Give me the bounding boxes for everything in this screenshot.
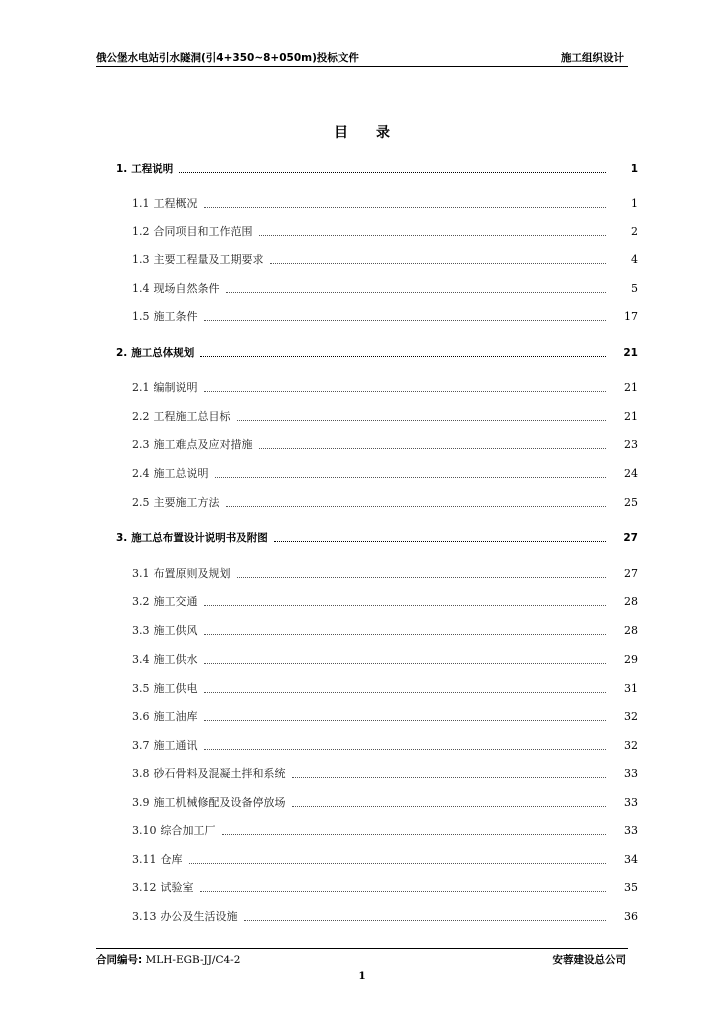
dot-leader xyxy=(200,356,606,357)
dot-leader xyxy=(259,448,607,449)
toc-entry-text: 施工供水 xyxy=(153,653,198,666)
toc-entry-page: 27 xyxy=(623,532,638,544)
toc-entry-number: 1.4 xyxy=(132,282,150,295)
toc-entry-number: 3.7 xyxy=(132,739,150,752)
toc-entry-number: 2.3 xyxy=(132,438,150,451)
toc-entry-number: 3.4 xyxy=(132,653,150,666)
toc-entry-text: 仓库 xyxy=(160,853,183,866)
toc-entry-text: 主要工程量及工期要求 xyxy=(153,253,264,266)
dot-leader xyxy=(204,720,607,721)
dot-leader xyxy=(292,777,607,778)
dot-leader xyxy=(215,477,607,478)
toc-entry-page: 36 xyxy=(624,910,638,923)
toc-entry-page: 32 xyxy=(624,710,638,723)
toc-entry[interactable] xyxy=(132,408,610,424)
dot-leader xyxy=(189,863,607,864)
toc-entry-page: 33 xyxy=(624,796,638,809)
toc-entry-text: 合同项目和工作范围 xyxy=(153,225,253,238)
toc-entry-page: 33 xyxy=(624,767,638,780)
toc-entry-number: 1.3 xyxy=(132,253,150,266)
toc-entry[interactable] xyxy=(132,765,610,781)
toc-entry[interactable] xyxy=(116,344,610,360)
toc-entry[interactable] xyxy=(132,251,610,267)
toc-entry-number: 2. xyxy=(116,347,128,359)
toc-entry-number: 1.2 xyxy=(132,225,150,238)
toc-entry-text: 施工条件 xyxy=(153,310,198,323)
dot-leader xyxy=(204,207,607,208)
toc-entry-number: 3.13 xyxy=(132,910,157,923)
toc-entry-number: 3.1 xyxy=(132,567,150,580)
toc-entry-page: 35 xyxy=(624,881,638,894)
toc-entry-number: 2.5 xyxy=(132,496,150,509)
toc-entry-number: 3.2 xyxy=(132,595,150,608)
toc-entry[interactable] xyxy=(132,280,610,296)
toc-entry-text: 施工总体规划 xyxy=(131,347,195,359)
toc-entry-number: 3.5 xyxy=(132,682,150,695)
toc-entry[interactable] xyxy=(132,822,610,838)
toc-entry-text: 主要施工方法 xyxy=(153,496,220,509)
toc-entry[interactable] xyxy=(132,223,610,239)
toc-entry-page: 23 xyxy=(624,438,638,451)
toc-entry[interactable] xyxy=(132,593,610,609)
toc-entry-text: 砂石骨料及混凝土拌和系统 xyxy=(153,767,286,780)
toc-entry-text: 施工机械修配及设备停放场 xyxy=(153,796,286,809)
toc-entry-text: 施工通讯 xyxy=(153,739,198,752)
company-name: 安蓉建设总公司 xyxy=(552,954,626,966)
toc-entry[interactable] xyxy=(132,879,610,895)
dot-leader xyxy=(204,663,607,664)
toc-entry-text: 办公及生活设施 xyxy=(160,910,238,923)
dot-leader xyxy=(200,891,607,892)
contract-number xyxy=(96,952,240,967)
toc-entry-number: 3. xyxy=(116,532,128,544)
toc-entry-page: 27 xyxy=(624,567,638,580)
toc-entry-text: 试验室 xyxy=(160,881,194,894)
dot-leader xyxy=(226,292,607,293)
dot-leader xyxy=(292,806,607,807)
toc-entry-page: 31 xyxy=(624,682,638,695)
toc-entry[interactable] xyxy=(116,529,610,545)
section-title: 施工组织设计 xyxy=(561,52,624,64)
toc-entry[interactable] xyxy=(132,565,610,581)
toc-title-char-1: 目 xyxy=(334,125,348,141)
contract-number-label: 合同编号: xyxy=(96,954,143,966)
document-title: 俄公堡水电站引水隧洞(引4+350~8+050m)投标文件 xyxy=(96,52,359,64)
toc-entry-page: 4 xyxy=(631,253,638,266)
toc-entry-text: 施工交通 xyxy=(153,595,198,608)
dot-leader xyxy=(204,692,607,693)
toc-entry-page: 5 xyxy=(631,282,638,295)
toc-entry[interactable] xyxy=(132,465,610,481)
contract-number-value: MLH-EGB-JJ/C4-2 xyxy=(145,954,241,966)
toc-entry-text: 现场自然条件 xyxy=(153,282,220,295)
dot-leader xyxy=(204,634,607,635)
toc-entry-page: 29 xyxy=(624,653,638,666)
dot-leader xyxy=(226,506,607,507)
toc-entry[interactable] xyxy=(132,737,610,753)
toc-entry-number: 2.1 xyxy=(132,381,150,394)
toc-entry[interactable] xyxy=(132,851,610,867)
toc-entry[interactable] xyxy=(132,794,610,810)
toc-entry[interactable] xyxy=(132,708,610,724)
toc-entry-text: 布置原则及规划 xyxy=(153,567,231,580)
toc-title-char-2: 录 xyxy=(376,125,390,141)
toc-entry[interactable] xyxy=(132,680,610,696)
footer-rule xyxy=(96,948,628,949)
toc-entry-text: 综合加工厂 xyxy=(160,824,216,837)
toc-entry[interactable] xyxy=(132,379,610,395)
toc-entry[interactable] xyxy=(116,160,610,176)
toc-entry-text: 施工油库 xyxy=(153,710,198,723)
toc-entry-page: 1 xyxy=(631,197,638,210)
dot-leader xyxy=(204,605,607,606)
toc-entry-page: 33 xyxy=(624,824,638,837)
toc-entry-text: 施工供电 xyxy=(153,682,198,695)
toc-entry-number: 3.10 xyxy=(132,824,157,837)
toc-entry[interactable] xyxy=(132,494,610,510)
toc-entry-text: 工程概况 xyxy=(153,197,198,210)
toc-entry-number: 1. xyxy=(116,163,128,175)
toc-entry-text: 工程施工总目标 xyxy=(153,410,231,423)
toc-entry-page: 28 xyxy=(624,624,638,637)
toc-entry-page: 21 xyxy=(623,347,638,359)
toc-entry-number: 1.1 xyxy=(132,197,150,210)
dot-leader xyxy=(204,391,607,392)
toc-entry-text: 施工供风 xyxy=(153,624,198,637)
dot-leader xyxy=(179,172,606,173)
toc-entry-text: 施工总说明 xyxy=(153,467,209,480)
dot-leader xyxy=(204,320,607,321)
toc-entry-text: 工程说明 xyxy=(131,163,174,175)
toc-entry-page: 34 xyxy=(624,853,638,866)
toc-entry[interactable] xyxy=(132,195,610,211)
toc-entry[interactable] xyxy=(132,908,610,924)
dot-leader xyxy=(244,920,607,921)
toc-entry-page: 25 xyxy=(624,496,638,509)
dot-leader xyxy=(222,834,607,835)
toc-entry-number: 1.5 xyxy=(132,310,150,323)
toc-entry-page: 32 xyxy=(624,739,638,752)
toc-entry-page: 24 xyxy=(624,467,638,480)
toc-entry-page: 1 xyxy=(630,163,638,175)
dot-leader xyxy=(204,749,607,750)
toc-entry[interactable] xyxy=(132,651,610,667)
toc-entry-page: 2 xyxy=(631,225,638,238)
toc-entry-number: 3.11 xyxy=(132,853,157,866)
toc-entry[interactable] xyxy=(132,308,610,324)
dot-leader xyxy=(270,263,607,264)
toc-entry[interactable] xyxy=(132,622,610,638)
toc-entry-text: 施工难点及应对措施 xyxy=(153,438,253,451)
toc-entry-number: 3.3 xyxy=(132,624,150,637)
toc-entry[interactable] xyxy=(132,436,610,452)
dot-leader xyxy=(274,541,606,542)
dot-leader xyxy=(237,577,607,578)
toc-entry-text: 施工总布置设计说明书及附图 xyxy=(131,532,268,544)
toc-entry-page: 21 xyxy=(624,410,638,423)
toc-entry-page: 28 xyxy=(624,595,638,608)
toc-entry-number: 2.2 xyxy=(132,410,150,423)
toc-entry-number: 3.9 xyxy=(132,796,150,809)
toc-entry-text: 编制说明 xyxy=(153,381,198,394)
toc-entry-number: 3.6 xyxy=(132,710,150,723)
toc-entry-number: 2.4 xyxy=(132,467,150,480)
toc-entry-number: 3.8 xyxy=(132,767,150,780)
page-number: 1 xyxy=(358,970,366,982)
toc-entry-page: 17 xyxy=(624,310,638,323)
dot-leader xyxy=(259,235,607,236)
toc-entry-page: 21 xyxy=(624,381,638,394)
toc-entry-number: 3.12 xyxy=(132,881,157,894)
dot-leader xyxy=(237,420,607,421)
